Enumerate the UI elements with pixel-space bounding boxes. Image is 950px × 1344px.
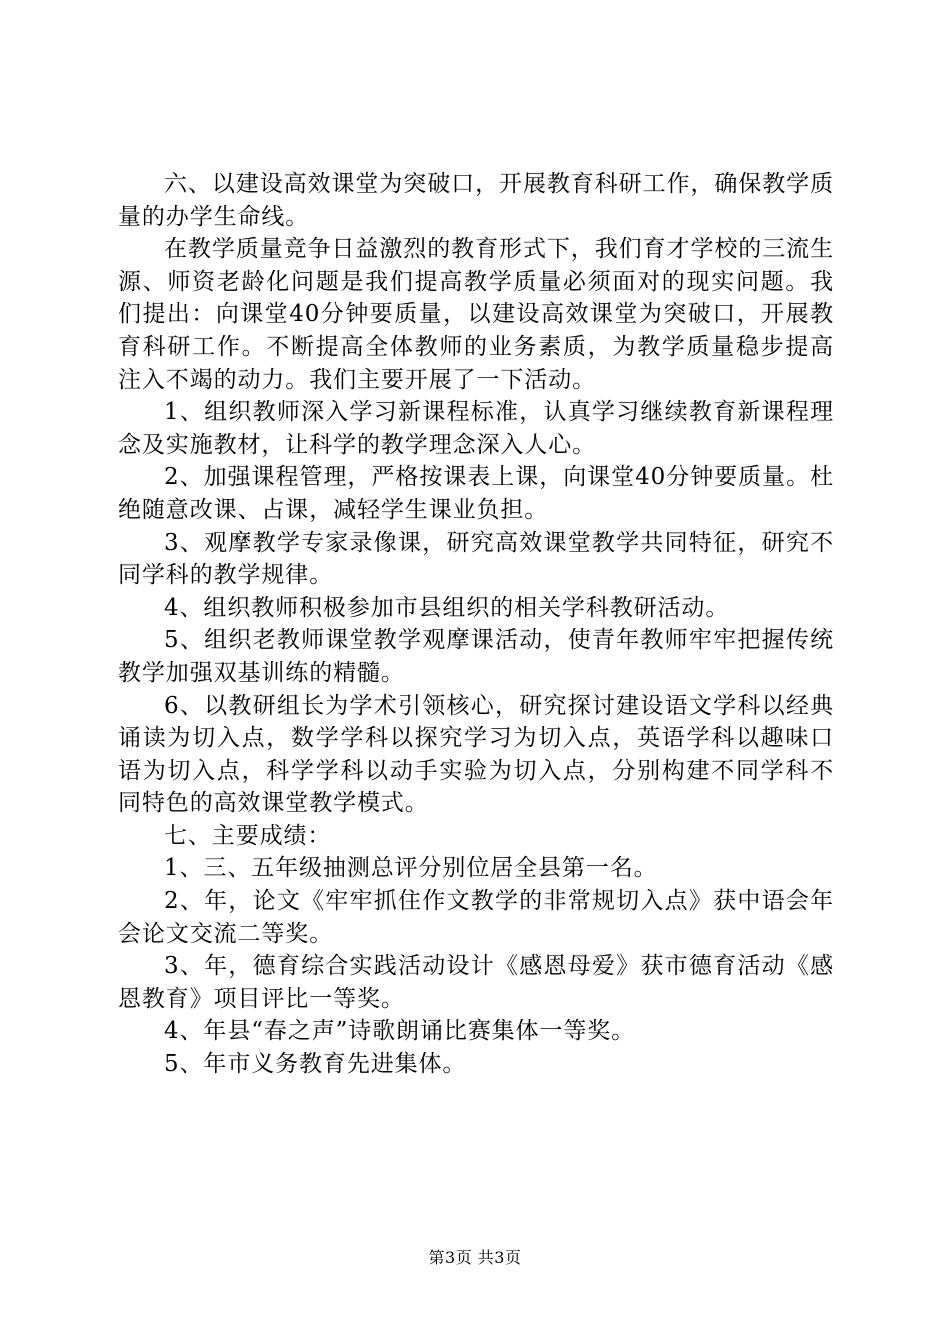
list-item: 5、组织老教师课堂教学观摩课活动，使青年教师牢牢把握传统教学加强双基训练的精髓。 bbox=[118, 627, 834, 686]
list-item: 4、组织教师积极参加市县组织的相关学科教研活动。 bbox=[164, 594, 730, 621]
list-item: 6、以教研组长为学术引领核心，研究探讨建设语文学科以经典诵读为切入点，数学学科以探究学习为切入点，英语学科以趣味口语为切入点，科学学科以动手实验为切入点，分别构建不同学科不同特色的高效课堂教学模式。 bbox=[118, 692, 834, 817]
list-item: 3、年，德育综合实践活动设计《感恩母爱》获市德育活动《感恩教育》项目评比一等奖。 bbox=[118, 953, 834, 1012]
list-item: 3、观摩教学专家录像课，研究高效课堂教学共同特征，研究不同学科的教学规律。 bbox=[118, 529, 834, 589]
section-heading-seven: 七、主要成绩： bbox=[164, 822, 332, 849]
list-item: 2、年，论文《牢牢抓住作文教学的非常规切入点》获中语会年会论文交流二等奖。 bbox=[118, 888, 834, 947]
list-item: 5、年市义务教育先进集体。 bbox=[164, 1051, 467, 1078]
document-body bbox=[118, 168, 834, 1081]
body-paragraph: 在教学质量竞争日益激烈的教育形式下，我们育才学校的三流生源、师资老龄化问题是我们提高教学质量必须面对的现实问题。我们提出：向课堂40分钟要质量，以建设高效课堂为突破口，开展教育科研工作。不断提高全体教师的业务素质，为教学质量稳步提高注入不竭的动力。我们主要开展了一下活动。 bbox=[118, 236, 834, 393]
list-item: 1、组织教师深入学习新课程标准，认真学习继续教育新课程理念及实施教材，让科学的教学理念深入人心。 bbox=[118, 399, 834, 458]
list-item: 2、加强课程管理，严格按课表上课，向课堂40分钟要质量。杜绝随意改课、占课，减轻学生课业负担。 bbox=[118, 464, 834, 523]
list-item: 4、年县“春之声”诗歌朗诵比赛集体一等奖。 bbox=[164, 1018, 636, 1045]
list-item: 1、三、五年级抽测总评分别位居全县第一名。 bbox=[164, 855, 658, 882]
page-number-footer: 第3页 共3页 bbox=[428, 1248, 522, 1267]
section-heading-six: 六、以建设高效课堂为突破口，开展教育科研工作，确保教学质量的办学生命线。 bbox=[118, 171, 834, 230]
